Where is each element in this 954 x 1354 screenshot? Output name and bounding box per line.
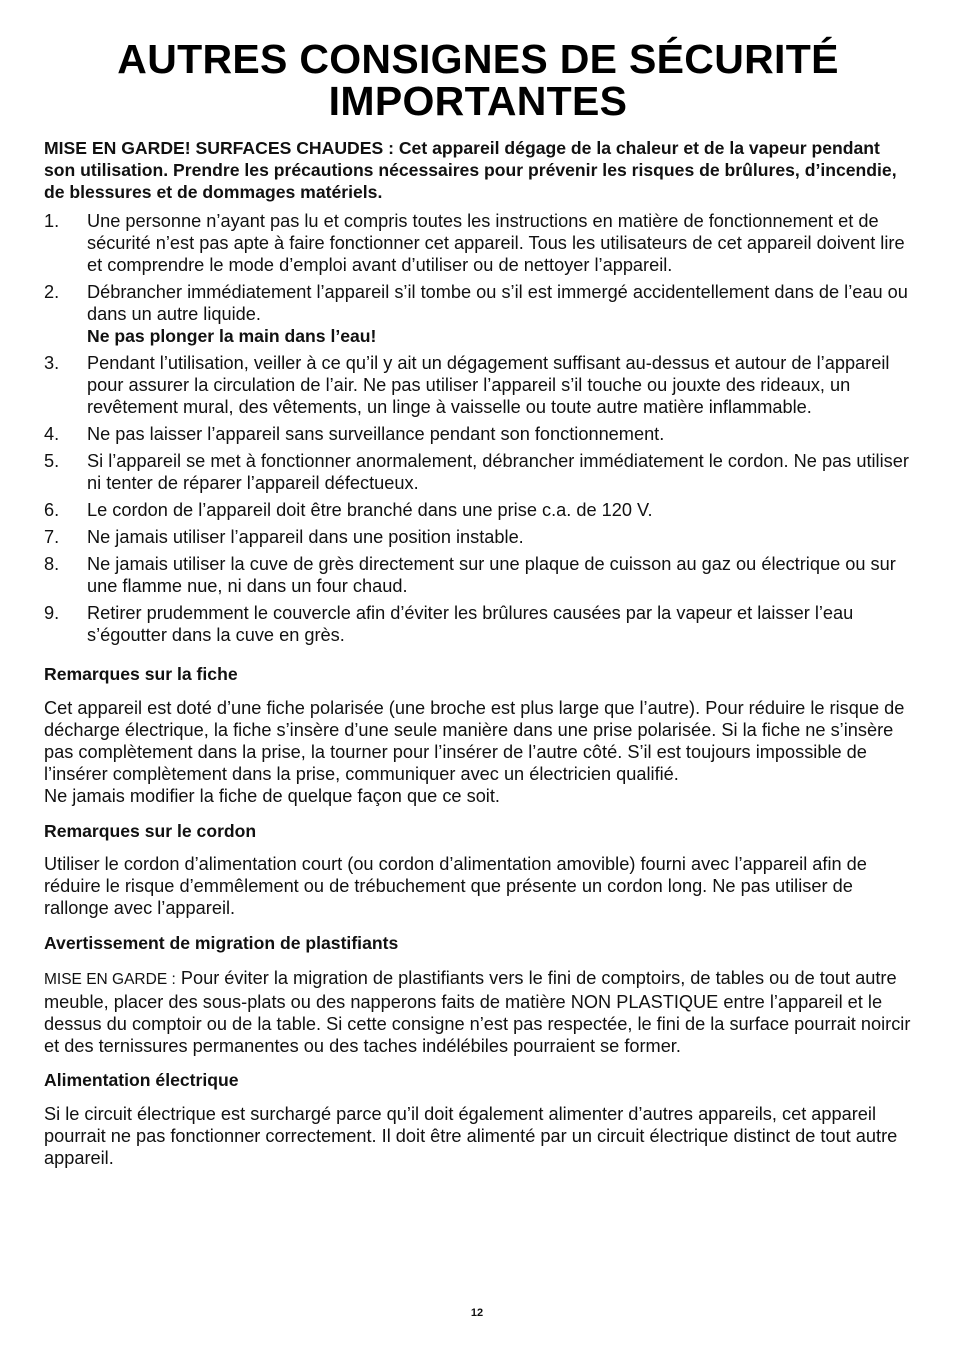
item-number: 5. [44,451,60,471]
list-item [44,450,912,494]
plasticizer-heading: Avertissement de migration de plastifiants [44,933,399,953]
item-number: 8. [44,554,60,574]
list-item [44,499,912,521]
item-number: 4. [44,424,60,444]
power-heading: Alimentation électrique [44,1070,239,1090]
list-item [44,602,912,646]
plug-paragraph-note: Ne jamais modifier la fiche de quelque façon que ce soit. [44,786,500,806]
item-number: 1. [44,211,60,231]
item-number: 6. [44,500,60,520]
item-text: Ne jamais utiliser l’appareil dans une position instable. [87,527,524,547]
item-text: Ne jamais utiliser la cuve de grès directement sur une plaque de cuisson au gaz ou électrique ou sur une flamme nue, ni dans un four chaud. [87,554,896,596]
power-paragraph: Si le circuit électrique est surchargé parce qu’il doit également alimenter d’autres appareils, cet appareil pourrait ne pas fonctionner correctement. Il doit être alimenté par un circuit électrique distinct de tout autre appareil. [44,1104,898,1168]
plug-heading: Remarques sur la fiche [44,664,238,684]
page-number: 12 [470,1307,484,1319]
item-text: Une personne n’ayant pas lu et compris toutes les instructions en matière de fonctionnement et de sécurité n’est pas apte à faire fonctionner cet appareil. Tous les utilisateurs de cet appareil doivent lire et comprendre le mode d’emploi avant d’utiliser ou de nettoyer l’appareil. [87,211,905,275]
item-text: Débrancher immédiatement l’appareil s’il tombe ou s’il est immergé accidentellement dans de l’eau ou dans un autre liquide. [87,282,908,324]
item-text: Retirer prudemment le couvercle afin d’éviter les brûlures causées par la vapeur et laisser l’eau s’égoutter dans la cuve en grès. [87,603,854,645]
list-item [44,210,912,276]
list-item [44,526,912,548]
plug-paragraph: Cet appareil est doté d’une fiche polarisée (une broche est plus large que l’autre). Pour réduire le risque de décharge électrique, la fiche s’insère d’une seule manière dans une prise polarisée. Si la fiche ne s’insère pas complètement dans la prise, la tourner pour l’insérer de l’autre côté. S’il est toujours impossible de l’insérer complètement dans la prise, communiquer avec un électricien qualifié. [44,698,905,784]
item-number: 3. [44,353,60,373]
caution-label: MISE EN GARDE : [44,971,176,988]
item-number: 7. [44,527,60,547]
document-page [44,38,912,1169]
cord-paragraph: Utiliser le cordon d’alimentation court (ou cordon d’alimentation amovible) fourni avec l’appareil afin de réduire le risque d’emmêlement ou de trébuchement que présente un cordon long. Ne pas utiliser de rallonge avec l’appareil. [44,854,867,918]
list-item [44,553,912,597]
item-number: 9. [44,603,60,623]
plasticizer-text: Pour éviter la migration de plastifiants vers le fini de comptoirs, de tables ou de tout autre meuble, placer des sous-plats ou des napperons faits de matière NON PLASTIQUE entre l’appareil et le dessus du comptoir ou de la table. Si cette consigne n’est pas respectée, le fini de la surface pourrait noircir et des ternissures permanentes ou des taches indélébiles pourraient se former. [44,968,911,1056]
list-item [44,352,912,418]
item-text: Le cordon de l’appareil doit être branché dans une prise c.a. de 120 V. [87,500,653,520]
page-title: AUTRES CONSIGNES DE SÉCURITÉ IMPORTANTES [117,36,839,124]
hot-surface-warning: MISE EN GARDE! SURFACES CHAUDES : Cet appareil dégage de la chaleur et de la vapeur pendant son utilisation. Prendre les précautions nécessaires pour prévenir les risques de brûlures, d’incendie, de blessures et de dommages matériels. [44,138,897,202]
item-emphasis: Ne pas plonger la main dans l’eau! [87,326,377,346]
item-text: Ne pas laisser l’appareil sans surveillance pendant son fonctionnement. [87,424,665,444]
list-item [44,423,912,445]
safety-rules-list [44,210,912,646]
item-text: Pendant l’utilisation, veiller à ce qu’il y ait un dégagement suffisant au-dessus et autour de l’appareil pour assurer la circulation de l’air. Ne pas utiliser l’appareil s’il touche ou jouxte des rideaux, un revêtement mural, des vêtements, un linge à vaisselle ou toute autre matière inflammable. [87,353,890,417]
list-item [44,281,912,347]
item-text: Si l’appareil se met à fonctionner anormalement, débrancher immédiatement le cordon. Ne pas utiliser ni tenter de réparer l’appareil défectueux. [87,451,909,493]
cord-heading: Remarques sur le cordon [44,821,257,841]
item-number: 2. [44,282,60,302]
plasticizer-paragraph [44,967,912,1057]
